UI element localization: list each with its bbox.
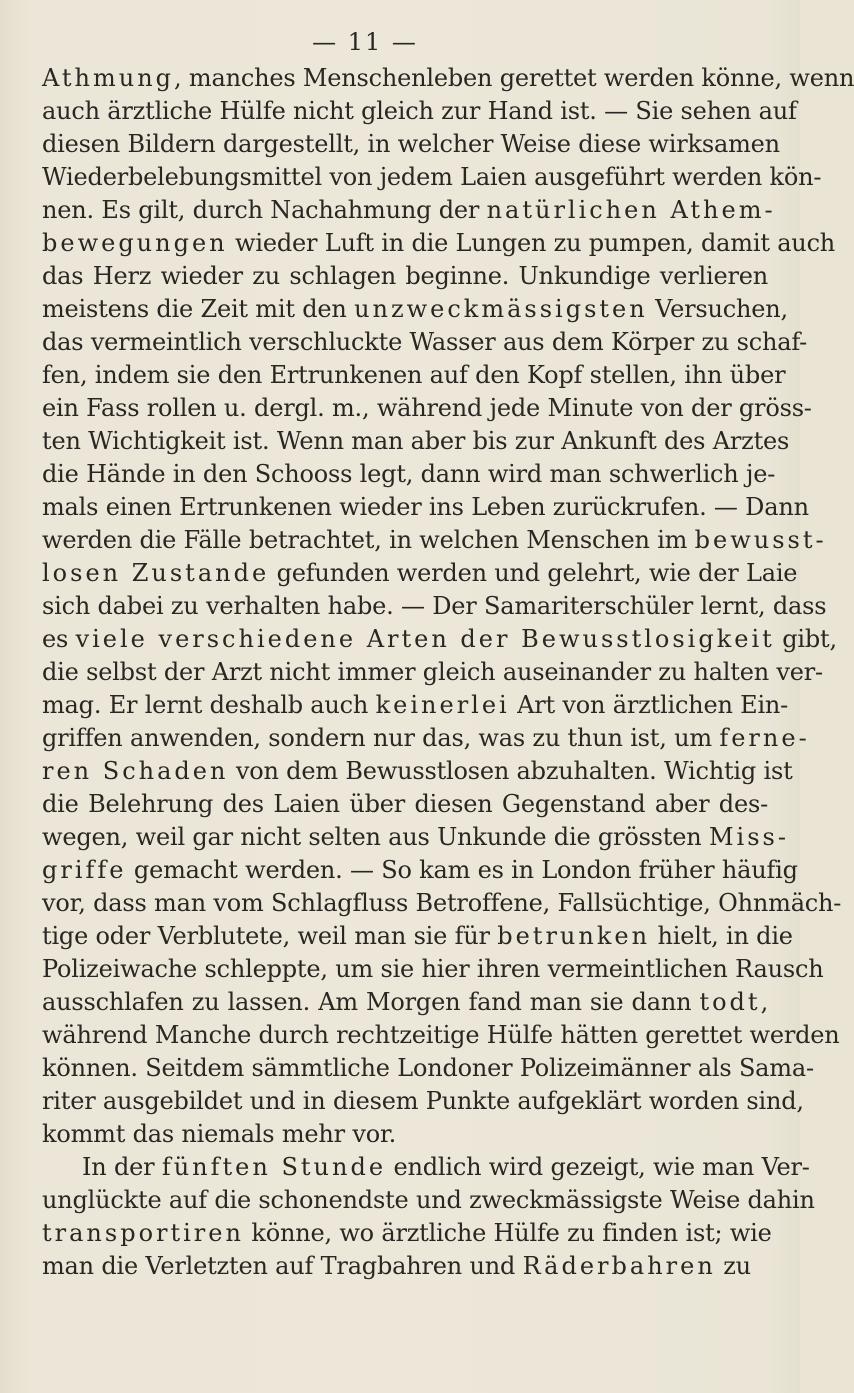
text-run: meistens die Zeit mit den (42, 295, 355, 323)
text-run: Polizeiwache schleppte, um sie hier ihren vermeintlichen Rausch (42, 955, 824, 983)
text-line (42, 524, 827, 557)
text-line (42, 491, 809, 524)
text-run: diesen Bildern dargestellt, in welcher Weise diese wirksamen (42, 130, 780, 158)
text-line (42, 1019, 840, 1052)
text-line (42, 1052, 814, 1085)
text-line (42, 986, 768, 1019)
text-line (42, 359, 786, 392)
emphasized-text: bewegungen (42, 229, 228, 257)
text-run: griffen anwenden, sondern nur das, was zu thun ist, um (42, 724, 720, 752)
text-run: das Herz wieder zu schlagen beginne. Unkundige verlieren (42, 262, 768, 290)
text-line (42, 887, 842, 920)
text-run: die selbst der Arzt nicht immer gleich auseinander zu halten ver- (42, 658, 823, 686)
text-run: man die Verletzten auf Tragbahren und (42, 1252, 523, 1280)
text-run: vor, dass man vom Schlagfluss Betroffene, Fallsüchtige, Ohnmäch- (42, 889, 842, 917)
emphasized-text: Athmung (42, 64, 175, 92)
text-run: wegen, weil gar nicht selten aus Unkunde die grössten (42, 823, 709, 851)
text-run: die Belehrung des Laien über diesen Gegenstand aber des- (42, 790, 768, 818)
emphasized-text: fünften Stunde (161, 1153, 387, 1181)
emphasized-text: natürlichen Athem- (486, 196, 776, 224)
text-line (42, 755, 793, 788)
text-run: zu (715, 1252, 751, 1280)
text-line (42, 62, 854, 95)
text-run: ein Fass rollen u. dergl. m., während jede Minute von der gröss- (42, 394, 812, 422)
text-line (42, 689, 789, 722)
text-line (42, 1085, 804, 1118)
text-line (42, 1217, 772, 1250)
text-line (42, 623, 837, 656)
text-line (42, 953, 824, 986)
text-run: tige oder Verblutete, weil man sie für (42, 922, 498, 950)
text-line (42, 392, 812, 425)
text-line (42, 821, 789, 854)
text-run: gibt, (774, 625, 837, 653)
text-line (42, 458, 776, 491)
emphasized-text: ferne- (719, 724, 810, 752)
text-run: Art von ärztlichen Ein- (509, 691, 789, 719)
text-line (42, 722, 810, 755)
text-line (42, 788, 768, 821)
text-line (42, 1151, 810, 1184)
text-run: während Manche durch rechtzeitige Hülfe hätten gerettet werden (42, 1021, 840, 1049)
emphasized-text: todt (699, 988, 761, 1016)
text-line (42, 590, 827, 623)
emphasized-text: transportiren (42, 1219, 244, 1247)
text-run: unglückte auf die schonendste und zweckmässigste Weise dahin (42, 1186, 815, 1214)
text-run: hielt, in die (650, 922, 793, 950)
text-run: sich dabei zu verhalten habe. — Der Samariterschüler lernt, dass (42, 592, 827, 620)
emphasized-text: viele verschiedene Arten der Bewusstlosigkeit (75, 625, 775, 653)
text-run: könne, wo ärztliche Hülfe zu finden ist; wie (243, 1219, 772, 1247)
text-run: ten Wichtigkeit ist. Wenn man aber bis zur Ankunft des Arztes (42, 427, 790, 455)
text-line (42, 128, 780, 161)
emphasized-text: ren Schaden (42, 757, 229, 785)
text-run: kommt das niemals mehr vor. (42, 1120, 397, 1148)
emphasized-text: Miss- (708, 823, 789, 851)
text-line (42, 161, 822, 194)
text-run: fen, indem sie den Ertrunkenen auf den Kopf stellen, ihn über (42, 361, 786, 389)
text-line (42, 194, 776, 227)
text-run: von dem Bewusstlosen abzuhalten. Wichtig ist (228, 757, 793, 785)
text-run: es (42, 625, 76, 653)
text-run: die Hände in den Schooss legt, dann wird man schwerlich je- (42, 460, 776, 488)
text-run: riter ausgebildet und in diesem Punkte aufgeklärt worden sind, (42, 1087, 804, 1115)
emphasized-text: Räderbahren (522, 1252, 716, 1280)
emphasized-text: bewusst- (694, 526, 827, 554)
text-line (42, 425, 790, 458)
text-run: können. Seitdem sämmtliche Londoner Polizeimänner als Sama- (42, 1054, 814, 1082)
text-line (42, 1118, 768, 1151)
text-line (42, 326, 808, 359)
emphasized-text: betrunken (497, 922, 651, 950)
text-run: In der (82, 1153, 162, 1181)
text-run: Versuchen, (647, 295, 788, 323)
text-line (42, 854, 798, 887)
text-line (42, 95, 797, 128)
text-run: mag. Er lernt deshalb auch (42, 691, 376, 719)
text-run: ausschlafen zu lassen. Am Morgen fand man sie dann (42, 988, 700, 1016)
text-line (42, 260, 768, 293)
text-run: das vermeintlich verschluckte Wasser aus dem Körper zu schaf- (42, 328, 808, 356)
emphasized-text: griffe (42, 856, 127, 884)
text-run: auch ärztliche Hülfe nicht gleich zur Hand ist. — Sie sehen auf (42, 97, 797, 125)
text-run: mals einen Ertrunkenen wieder ins Leben zurückrufen. — Dann (42, 493, 809, 521)
text-line (42, 1184, 815, 1217)
page-number: — 11 — (312, 28, 418, 56)
text-run: gemacht werden. — So kam es in London früher häufig (126, 856, 798, 884)
text-run: endlich wird gezeigt, wie man Ver- (386, 1153, 810, 1181)
text-run: Wiederbelebungsmittel von jedem Laien ausgeführt werden kön- (42, 163, 822, 191)
text-line (42, 1250, 768, 1283)
text-run: , (760, 988, 768, 1016)
emphasized-text: unzweckmässigsten (354, 295, 648, 323)
emphasized-text: keinerlei (375, 691, 510, 719)
body-text (42, 62, 854, 1283)
text-run: werden die Fälle betrachtet, in welchen Menschen im (42, 526, 695, 554)
text-line (42, 557, 798, 590)
text-run: wieder Luft in die Lungen zu pumpen, damit auch (227, 229, 836, 257)
text-line (42, 293, 788, 326)
text-run: nen. Es gilt, durch Nachahmung der (42, 196, 487, 224)
text-run: gefunden werden und gelehrt, wie der Laie (269, 559, 798, 587)
emphasized-text: losen Zustande (42, 559, 270, 587)
text-line (42, 920, 793, 953)
text-line (42, 227, 836, 260)
text-line (42, 656, 823, 689)
text-run: , manches Menschenleben gerettet werden könne, wenn (174, 64, 854, 92)
